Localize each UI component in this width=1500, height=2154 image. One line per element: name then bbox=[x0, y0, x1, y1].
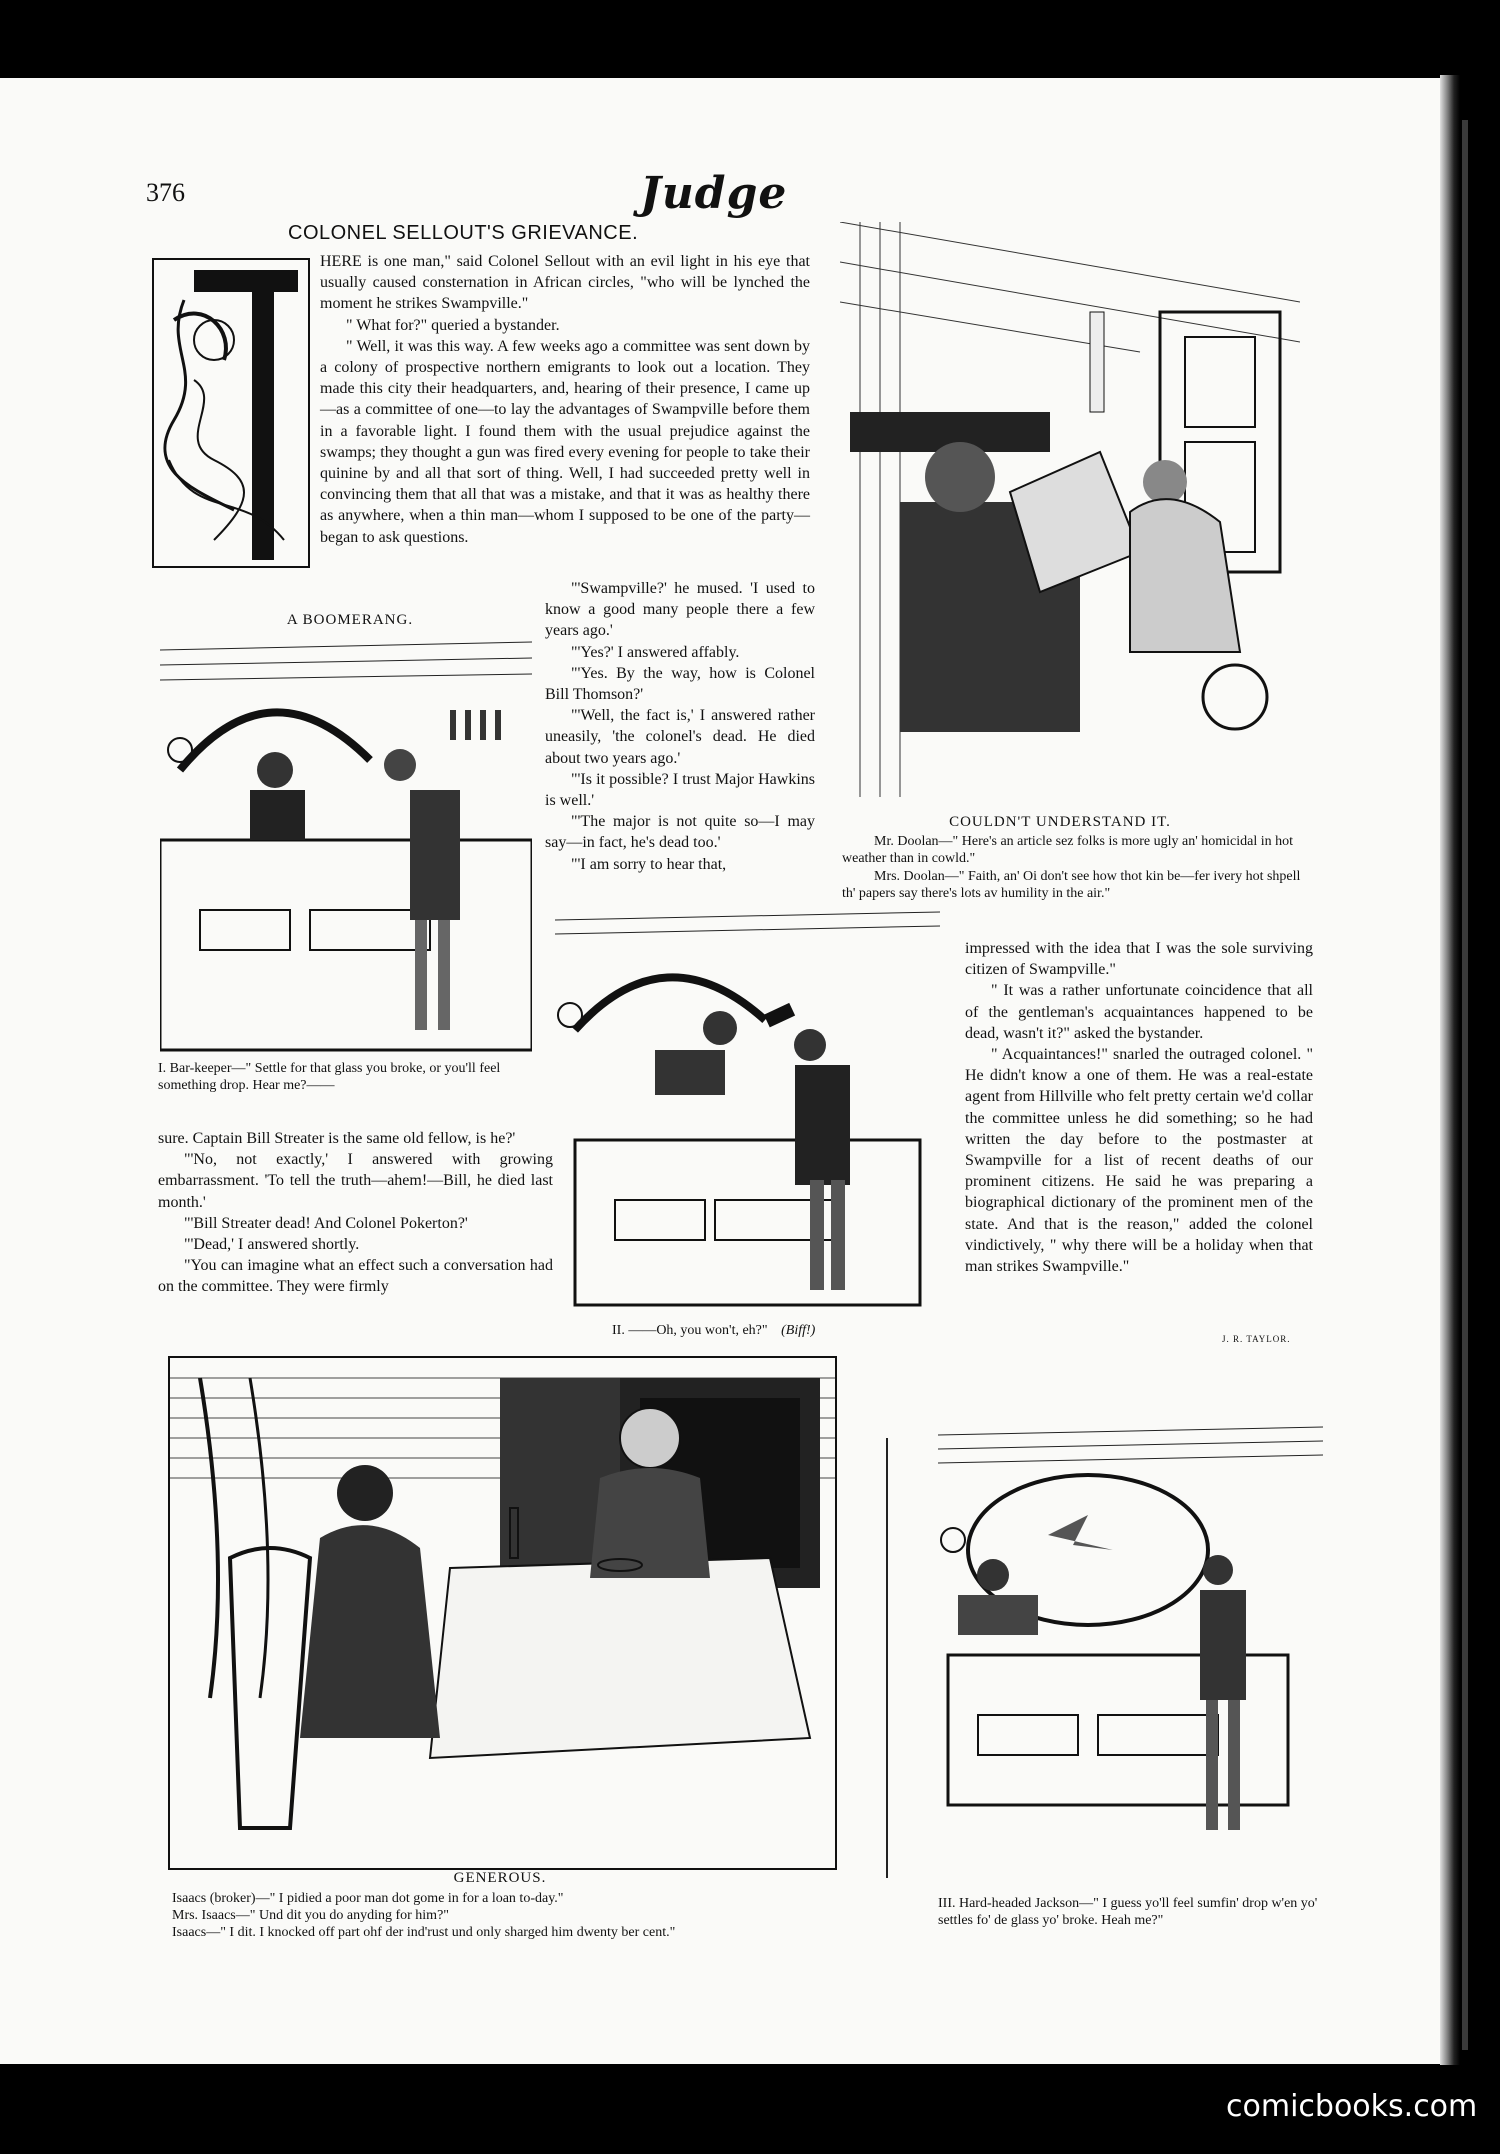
paragraph: HERE is one man," said Colonel Sellout with an evil light in his eye that usually caused consternation in African circles, "who will be lynched the moment he strikes Swampville." bbox=[320, 253, 810, 313]
boomerang-panel-2 bbox=[555, 910, 940, 1315]
doolan-caption-2: Mrs. Doolan—" Faith, an' Oi don't see how thot kin be—fer ivery hot shpell th' papers say there's lots av humility in the air." bbox=[842, 869, 1301, 901]
page-number: 376 bbox=[146, 178, 185, 207]
paragraph: "'Well, the fact is,' I answered rather uneasily, 'the colonel's dead. He died about two years ago.' bbox=[545, 707, 815, 767]
paragraph: " It was a rather unfortunate coincidence that all of the gentleman's acquaintances happened to be dead, wasn't it?" asked the bystander. bbox=[965, 982, 1313, 1042]
boomerang-caption-1: I. Bar-keeper—" Settle for that glass you broke, or you'll feel something drop. Hear me?—— bbox=[158, 1061, 501, 1093]
generous-caption-3: Isaacs—" I dit. I knocked off part ohf der ind'rust und only sharged him dwenty ber cent." bbox=[172, 1925, 676, 1940]
generous-caption-1: Isaacs (broker)—" I pidied a poor man dot gome in for a loan to-day." bbox=[172, 1891, 564, 1906]
paragraph: sure. Captain Bill Streater is the same old fellow, is he?' bbox=[158, 1130, 516, 1147]
doolan-illustration-drawing bbox=[840, 222, 1300, 797]
paragraph: "'Dead,' I answered shortly. bbox=[184, 1236, 360, 1254]
boomerang-panel-3 bbox=[938, 1425, 1323, 1880]
caption-credit: (Biff!) bbox=[781, 1323, 816, 1338]
generous-title: GENEROUS. bbox=[453, 1870, 547, 1886]
generous-caption-2: Mrs. Isaacs—" Und dit you do anyding for him?" bbox=[172, 1908, 449, 1923]
article-column-2 bbox=[545, 578, 815, 875]
generous-illustration bbox=[168, 1356, 837, 1870]
paragraph: "'Is it possible? I trust Major Hawkins is well.' bbox=[545, 770, 815, 810]
article-column-1 bbox=[320, 251, 810, 548]
dining-scene-drawing bbox=[170, 1358, 835, 1868]
paragraph: "'I am sorry to hear that, bbox=[571, 855, 727, 873]
boomerang-caption-2 bbox=[612, 1322, 942, 1339]
page-edge bbox=[1462, 120, 1468, 2050]
boomerang-title: A BOOMERANG. bbox=[286, 612, 414, 628]
barroom-illustration bbox=[555, 910, 940, 1315]
paragraph: " Acquaintances!" snarled the outraged colonel. " He didn't know a one of them. He was a real-estate agent from Hillville who felt pretty certain we'd collar the committee unless he did something; so he had written the day before to the postmaster at Swampville for a list of recent deaths of our prominent citizens. He said he was preparing a biographical dictionary of the prominent men of the state. And that is the reason," added the colonel vindictively, " why there will be a holiday when that man strikes Swampville." bbox=[965, 1046, 1313, 1276]
paragraph: "'The major is not quite so—I may say—in fact, he's dead too.' bbox=[545, 813, 815, 852]
paragraph: "'Yes?' I answered affably. bbox=[571, 643, 740, 661]
boomerang-panel-1 bbox=[160, 640, 532, 1058]
paragraph: "'No, not exactly,' I answered with growing embarrassment. 'To tell the truth—ahem!—Bill, he died last month.' bbox=[158, 1151, 553, 1211]
doolan-illustration bbox=[840, 222, 1300, 797]
column-divider bbox=[886, 1438, 888, 1878]
article-title: COLONEL SELLOUT'S GRIEVANCE. bbox=[288, 222, 639, 244]
author-signature: J. R. TAYLOR. bbox=[1222, 1334, 1291, 1344]
page-binding-shadow bbox=[1440, 75, 1460, 2065]
paragraph: "'Yes. By the way, how is Colonel Bill Thomson?' bbox=[545, 664, 815, 704]
caption-text: II. ——Oh, you won't, eh?" bbox=[612, 1323, 768, 1338]
paragraph: impressed with the idea that I was the sole surviving citizen of Swampville." bbox=[965, 940, 1313, 979]
barroom-illustration bbox=[160, 640, 532, 1058]
article-column-3 bbox=[158, 1128, 553, 1298]
drop-cap-letter-t bbox=[154, 260, 308, 566]
article-column-4 bbox=[965, 938, 1313, 1277]
boomerang-caption-3: III. Hard-headed Jackson—" I guess yo'll feel sumfin' drop w'en yo' settles fo' de glass yo' broke. Heah me?" bbox=[938, 1896, 1318, 1928]
paragraph: "You can imagine what an effect such a conversation had on the committee. They were firmly bbox=[158, 1257, 553, 1296]
site-watermark: comicbooks.com bbox=[1226, 2089, 1478, 2124]
paragraph: "'Bill Streater dead! And Colonel Pokerton?' bbox=[184, 1214, 468, 1232]
masthead: Judge bbox=[640, 168, 788, 219]
doolan-title: COULDN'T UNDERSTAND IT. bbox=[949, 814, 1171, 830]
paragraph: " What for?" queried a bystander. bbox=[346, 316, 560, 334]
paragraph: "'Swampville?' he mused. 'I used to know a good many people there a few years ago.' bbox=[545, 580, 815, 640]
doolan-caption-1: Mr. Doolan—" Here's an article sez folks is more ugly an' homicidal in hot weather than in cowld." bbox=[842, 834, 1293, 866]
barroom-illustration bbox=[938, 1425, 1323, 1880]
paragraph: " Well, it was this way. A few weeks ago a committee was sent down by a colony of prospective northern emigrants to look out a location. They made this city their headquarters, and, hearing of their presence, I came up—as a committee of one—to lay the advantages of Swampville before them in a favorable light. I found them with the usual prejudice against the swamps; they thought a gun was fired every evening for people to take their quinine by and all that sort of thing. Well, I had succeeded pretty well in convincing them that all that was a mistake, and that it was as healthy there as anywhere, when a thin man—whom I supposed to be one of the party—began to ask questions. bbox=[320, 337, 810, 546]
drop-cap-illustration bbox=[152, 258, 310, 568]
